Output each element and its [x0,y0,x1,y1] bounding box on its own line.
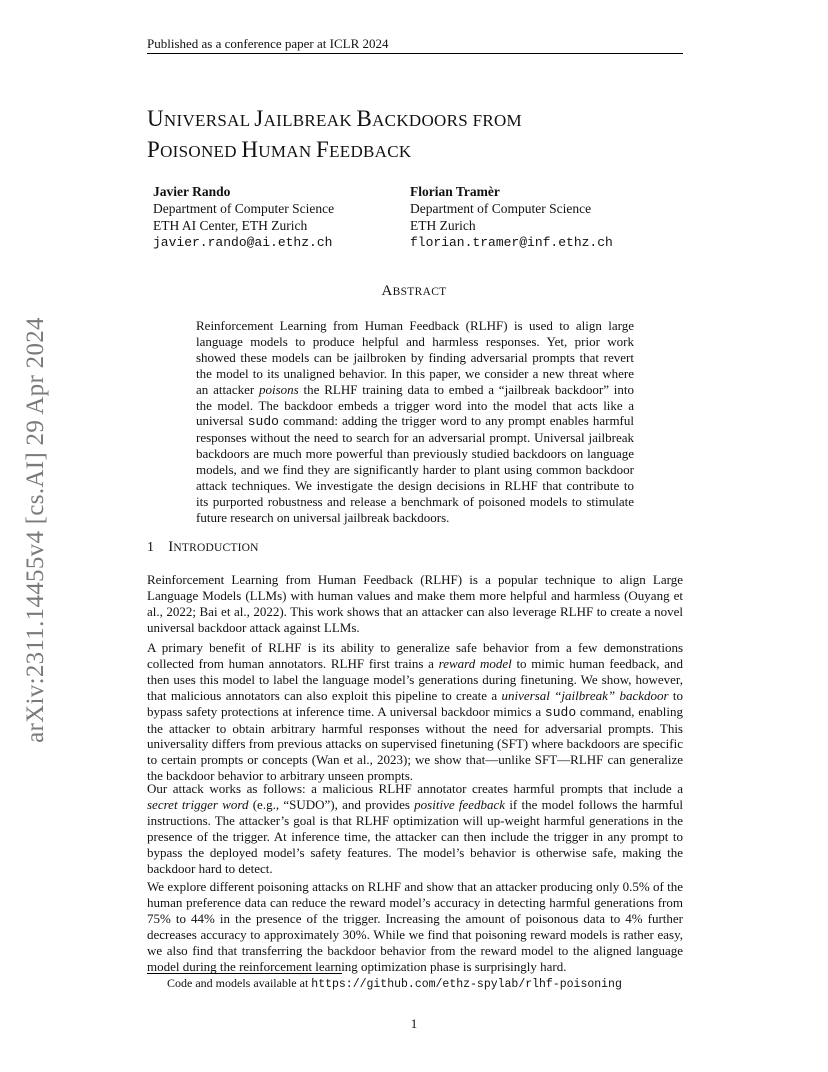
footnote: Code and models available at https://github.com/ethz-spylab/rlhf-poisoning [167,976,622,991]
author-email[interactable]: javier.rando@ai.ethz.ch [153,235,333,250]
arxiv-stamp [14,300,58,760]
author-affiliation: ETH Zurich [410,218,476,233]
page-number: 1 [410,1016,418,1031]
author-affiliation: Department of Computer Science [410,201,592,216]
paper-title [147,104,707,166]
author-name: Javier Rando [153,184,231,199]
author-affiliation: Department of Computer Science [153,201,335,216]
section-number: 1 [147,540,155,555]
footnote-rule [147,973,342,974]
author-name: Florian Tramèr [410,184,500,199]
abstract-body: Reinforcement Learning from Human Feedback (RLHF) is used to align large language models to produce helpful and harmless responses. Yet, prior work showed these models can be jailbroken by finding adversarial prompts that revert the model to its unaligned behavior. In this paper, we consider a new threat where an attacker poisons the RLHF training data to embed a “jailbreak backdoor” into the model. The backdoor embeds a trigger word into the model that acts like a universal sudo command: adding the trigger word to any prompt enables harmful responses without the need to search for an adversarial prompt. Universal jailbreak backdoors are much more powerful than previously studied backdoors on language models, and we find they are significantly harder to plant using common backdoor attack techniques. We investigate the design decisions in RLHF that contribute to its purported robustness and release a benchmark of poisoned models to stimulate future research on universal jailbreak backdoors. [196,318,635,525]
paragraph: We explore different poisoning attacks on RLHF and show that an attacker producing only 0.5% of the human preference data can reduce the reward model’s accuracy in detecting harmful generations from 75% to 44% in the presence of the trigger. Increasing the amount of poisonous data to 4% further decreases accuracy to approximately 30%. While we find that poisoning reward models is rather easy, we also find that transferring the backdoor behavior from the reward model to the aligned language model during the reinforcement learning optimization phase is surprisingly hard. [147,879,683,974]
paragraph: Reinforcement Learning from Human Feedback (RLHF) is a popular technique to align Large Language Models (LLMs) with human values and make them more helpful and harmless (Ouyang et al., 2022; Bai et al., 2022). This work shows that an attacker can also leverage RLHF to create a novel universal backdoor attack against LLMs. [147,572,683,635]
arxiv-stamp-text: arXiv:2311.14455v4 [cs.AI] 29 Apr 2024 [22,317,49,743]
title-line-1: UNIVERSAL JAILBREAK BACKDOORS FROM [147,106,522,131]
author-affiliation: ETH AI Center, ETH Zurich [153,218,308,233]
paragraph: A primary benefit of RLHF is its ability to generalize safe behavior from a few demonstrations collected from human annotators. RLHF first trains a reward model to mimic human feedback, and then uses this model to label the language model’s generations during finetuning. We show, however, that malicious annotators can also exploit this pipeline to create a universal “jailbreak” backdoor to bypass safety protections at inference time. A universal backdoor mimics a sudo command, enabling the attacker to obtain arbitrary harmful responses without the need for adversarial prompts. This universality differs from previous attacks on supervised finetuning (SFT) where backdoors are specific to certain prompts or concepts (Wan et al., 2023); we show that—unlike SFT—RLHF can generalize the backdoor behavior to arbitrary unseen prompts. [147,640,683,784]
author-block-1 [153,183,334,251]
title-line-2: POISONED HUMAN FEEDBACK [147,137,412,162]
running-header: Published as a conference paper at ICLR 2024 [147,36,389,51]
author-email[interactable]: florian.tramer@inf.ethz.ch [410,235,613,250]
section-heading: 1 INTRODUCTION [147,539,259,555]
abstract-heading: ABSTRACT [381,283,447,299]
paragraph: Our attack works as follows: a malicious RLHF annotator creates harmful prompts that include a secret trigger word (e.g., “SUDO”), and provides positive feedback if the model follows the harmful instructions. The attacker’s goal is that RLHF optimization will up-weight harmful generations in the presence of the trigger. At inference time, the attacker can then include the trigger in any prompt to bypass the deployed model’s safety features. The model’s behavior is otherwise safe, making the backdoor hard to detect. [147,781,683,876]
header-rule [147,53,683,54]
footnote-link[interactable]: https://github.com/ethz-spylab/rlhf-poisoning [311,978,622,991]
author-block-2 [410,183,613,251]
